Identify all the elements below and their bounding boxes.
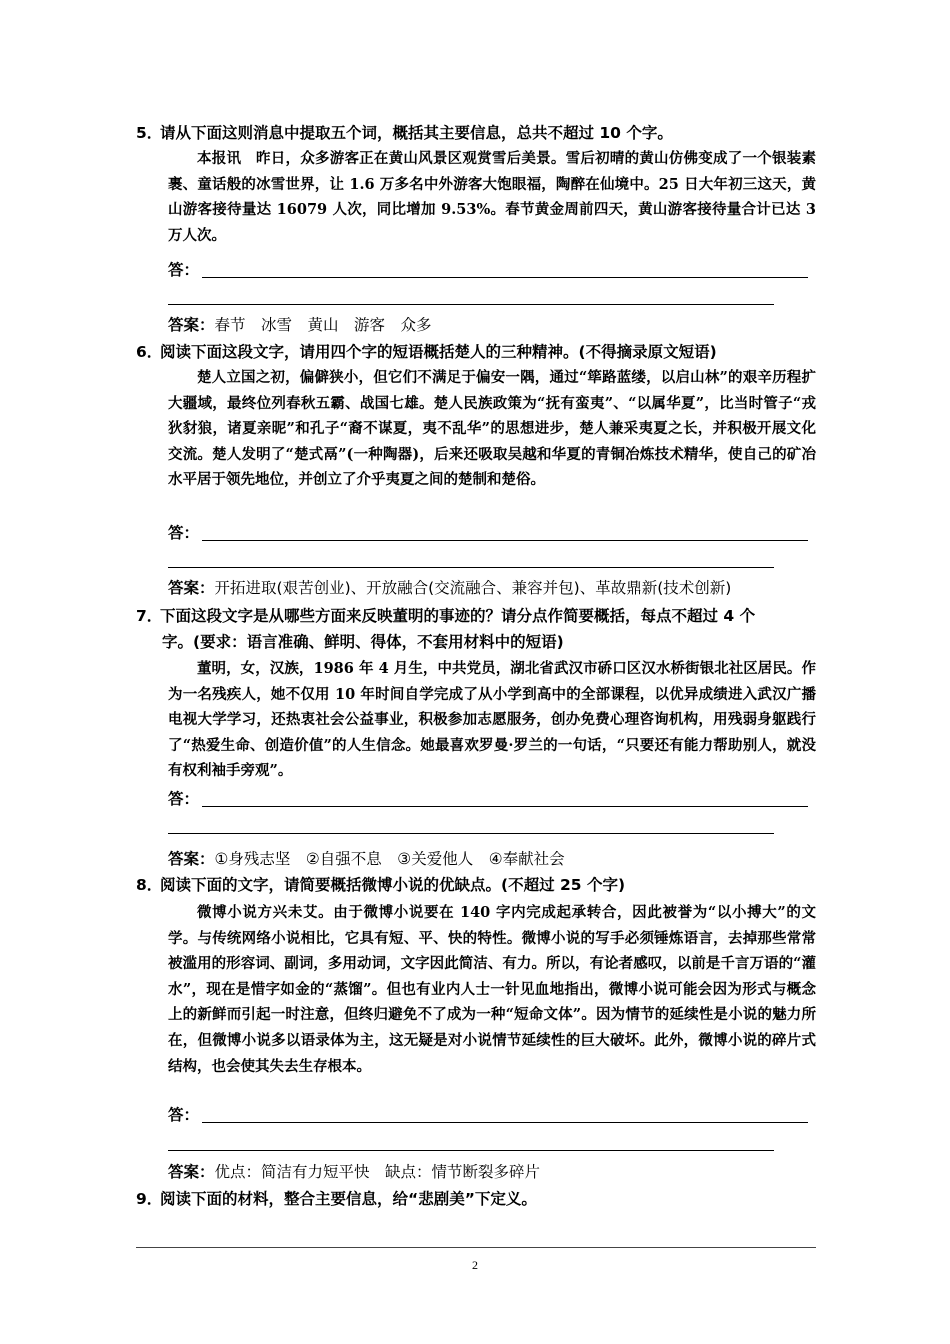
answer-key-label: 答案： <box>168 316 215 334</box>
answer-key-8 <box>168 1159 540 1185</box>
answer-blank-continuation[interactable] <box>168 833 774 834</box>
passage-8: 微博小说方兴未艾。由于微博小说要在 140 字内完成起承转合，因此被誉为“以小搏大”的文学。与传统网络小说相比，它具有短、平、快的特性。微博小说的写手必须锤炼语言，去掉那些常常被滥用的形容词、副词，多用动词，文字因此简洁、有力。所以，有论者感叹，以前是千言万语的“灌水”，现在是惜字如金的“蒸馏”。但也有业内人士一针见血地指出，微博小说可能会因为形式与概念上的新鲜而引起一时注意，但终归避免不了成为一种“短命文体”。因为情节的延续性是小说的魅力所在，但微博小说多以语录体为主，这无疑是对小说情节延续性的巨大破坏。此外，微博小说的碎片式结构，也会使其失去生存根本。 <box>168 904 816 1075</box>
answer-label: 答： <box>168 261 200 279</box>
question-number: 5． <box>136 124 163 142</box>
answer-key-label: 答案： <box>168 579 215 597</box>
question-prompt: 阅读下面这段文字，请用四个字的短语概括楚人的三种精神。(不得摘录原文短语) <box>160 343 717 361</box>
answer-label: 答： <box>168 1106 200 1124</box>
question-5 <box>136 120 826 146</box>
answer-line[interactable] <box>168 519 808 545</box>
answer-key-7 <box>168 846 565 872</box>
answer-key-text: 优点：简洁有力短平快 缺点：情节断裂多碎片 <box>214 1163 541 1181</box>
question-7 <box>136 603 826 629</box>
question-9 <box>136 1186 826 1212</box>
question-number: 8． <box>136 876 163 894</box>
answer-blank-continuation[interactable] <box>168 567 774 568</box>
answer-key-6 <box>168 575 731 601</box>
question-number: 7． <box>136 607 163 625</box>
answer-key-text: ①身残志坚 ②自强不息 ③关爱他人 ④奉献社会 <box>214 850 565 868</box>
question-number: 6． <box>136 343 163 361</box>
passage-6: 楚人立国之初，偏僻狭小，但它们不满足于偏安一隅，通过“筚路蓝缕，以启山林”的艰辛历程扩大疆域，最终位列春秋五霸、战国七雄。楚人民族政策为“抚有蛮夷”、“以属华夏”，比当时管子“戎狄豺狼，诸夏亲昵”和孔子“裔不谋夏，夷不乱华”的思想进步，楚人兼采夷夏之长，并积极开展文化交流。楚人发明了“楚式鬲”(一种陶器)，后来还吸取吴越和华夏的青铜冶炼技术精华，使自己的矿冶水平居于领先地位，并创立了介乎夷夏之间的楚制和楚俗。 <box>168 369 816 489</box>
footer-divider <box>136 1247 816 1248</box>
answer-blank[interactable] <box>202 806 808 807</box>
passage-5: 本报讯 昨日，众多游客正在黄山风景区观赏雪后美景。雪后初晴的黄山仿佛变成了一个银装素裹、童话般的冰雪世界，让 1.6 万多名中外游客大饱眼福，陶醉在仙境中。25 日大年初三这天，黄山游客接待量达 16079 人次，同比增加 9.53%。春节黄金周前四天，黄山游客接待量合计已达 3 万人次。 <box>168 150 816 244</box>
question-number: 9． <box>136 1190 163 1208</box>
answer-key-label: 答案： <box>168 1163 215 1181</box>
question-prompt: 请从下面这则消息中提取五个词，概括其主要信息，总共不超过 10 个字。 <box>160 124 673 142</box>
passage-7: 董明，女，汉族，1986 年 4 月生，中共党员，湖北省武汉市硚口区汉水桥街银北社区居民。作为一名残疾人，她不仅用 10 年时间自学完成了从小学到高中的全部课程，以优异成绩进入武汉广播电视大学学习，还热衷社会公益事业，积极参加志愿服务，创办免费心理咨询机构，用残弱身躯践行了“热爱生命、创造价值”的人生信念。她最喜欢罗曼·罗兰的一句话，“只要还有能力帮助别人，就没有权利袖手旁观”。 <box>168 660 816 780</box>
answer-line[interactable] <box>168 785 808 811</box>
answer-key-label: 答案： <box>168 850 215 868</box>
question-prompt-line-1: 下面这段文字是从哪些方面来反映董明的事迹的？请分点作简要概括，每点不超过 4 个 <box>160 607 756 625</box>
answer-blank[interactable] <box>202 540 808 541</box>
answer-line[interactable] <box>168 256 808 282</box>
question-prompt: 阅读下面的文字，请简要概括微博小说的优缺点。(不超过 25 个字) <box>160 876 626 894</box>
answer-label: 答： <box>168 524 200 542</box>
question-8 <box>136 872 826 898</box>
answer-key-text: 春节 冰雪 黄山 游客 众多 <box>214 316 432 334</box>
answer-blank-continuation[interactable] <box>168 1150 774 1151</box>
answer-label: 答： <box>168 790 200 808</box>
answer-key-text: 开拓进取(艰苦创业)、开放融合(交流融合、兼容并包)、革故鼎新(技术创新) <box>214 579 732 597</box>
answer-blank[interactable] <box>202 1122 808 1123</box>
page-number: 2 <box>472 1258 478 1272</box>
question-prompt: 阅读下面的材料，整合主要信息，给“悲剧美”下定义。 <box>160 1190 537 1208</box>
question-6 <box>136 339 826 365</box>
answer-key-5 <box>168 312 432 338</box>
answer-blank[interactable] <box>202 277 808 278</box>
answer-line[interactable] <box>168 1101 808 1127</box>
answer-blank-continuation[interactable] <box>168 304 774 305</box>
question-prompt-line-2: 字。(要求：语言准确、鲜明、得体，不套用材料中的短语) <box>162 633 564 651</box>
